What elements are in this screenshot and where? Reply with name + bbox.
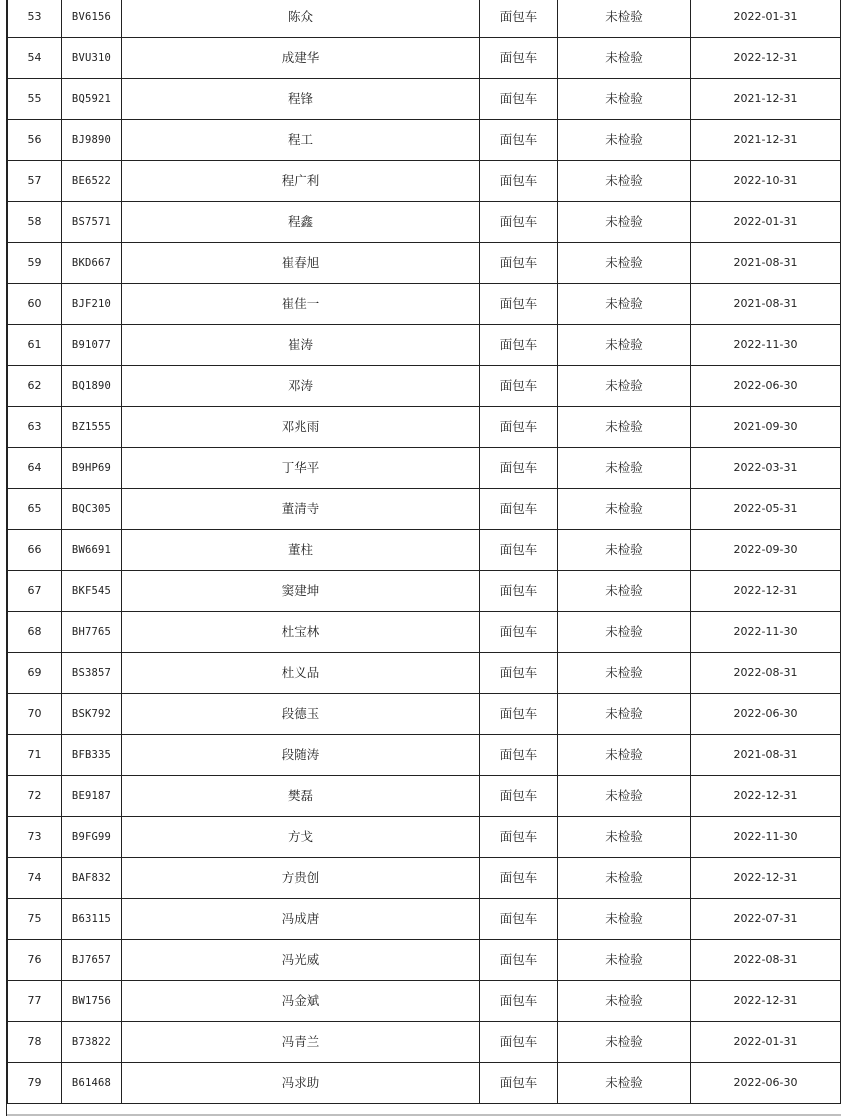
owner-name-cell: 崔春旭 [122,243,480,284]
plate-number-cell: BVU310 [62,38,122,79]
owner-name-cell: 段随涛 [122,735,480,776]
row-number-cell: 72 [8,776,62,817]
plate-number-cell: B63115 [62,899,122,940]
vehicle-type-cell: 面包车 [480,571,558,612]
row-number-cell: 79 [8,1063,62,1104]
vehicle-inspection-table [7,0,841,1104]
table-row [8,612,841,653]
plate-number-cell: BKF545 [62,571,122,612]
vehicle-type-cell: 面包车 [480,161,558,202]
table-row [8,776,841,817]
owner-name-cell: 陈众 [122,0,480,38]
owner-name-cell: 崔佳一 [122,284,480,325]
expiry-date-cell: 2021-12-31 [691,79,841,120]
expiry-date-cell: 2022-09-30 [691,530,841,571]
plate-number-cell: BW1756 [62,981,122,1022]
row-number-cell: 57 [8,161,62,202]
row-number-cell: 59 [8,243,62,284]
vehicle-type-cell: 面包车 [480,243,558,284]
inspection-status-cell: 未检验 [558,1022,691,1063]
expiry-date-cell: 2022-06-30 [691,1063,841,1104]
plate-number-cell: BE6522 [62,161,122,202]
expiry-date-cell: 2022-12-31 [691,776,841,817]
vehicle-type-cell: 面包车 [480,407,558,448]
owner-name-cell: 董清寺 [122,489,480,530]
plate-number-cell: BFB335 [62,735,122,776]
table-row [8,735,841,776]
owner-name-cell: 成建华 [122,38,480,79]
table-row [8,120,841,161]
plate-number-cell: B91077 [62,325,122,366]
row-number-cell: 73 [8,817,62,858]
vehicle-type-cell: 面包车 [480,448,558,489]
expiry-date-cell: 2022-12-31 [691,571,841,612]
row-number-cell: 66 [8,530,62,571]
table-row [8,653,841,694]
expiry-date-cell: 2022-01-31 [691,1022,841,1063]
inspection-status-cell: 未检验 [558,120,691,161]
plate-number-cell: B73822 [62,1022,122,1063]
owner-name-cell: 冯求助 [122,1063,480,1104]
inspection-status-cell: 未检验 [558,0,691,38]
table-row [8,817,841,858]
inspection-status-cell: 未检验 [558,571,691,612]
document-sheet [6,0,841,1116]
expiry-date-cell: 2022-10-31 [691,161,841,202]
inspection-status-cell: 未检验 [558,284,691,325]
table-row [8,79,841,120]
expiry-date-cell: 2022-12-31 [691,858,841,899]
table-row [8,325,841,366]
table-row [8,202,841,243]
vehicle-type-cell: 面包车 [480,284,558,325]
expiry-date-cell: 2021-09-30 [691,407,841,448]
row-number-cell: 60 [8,284,62,325]
row-number-cell: 65 [8,489,62,530]
vehicle-type-cell: 面包车 [480,612,558,653]
inspection-status-cell: 未检验 [558,448,691,489]
expiry-date-cell: 2022-12-31 [691,38,841,79]
row-number-cell: 55 [8,79,62,120]
owner-name-cell: 窦建坤 [122,571,480,612]
inspection-status-cell: 未检验 [558,981,691,1022]
table-body [8,0,841,1104]
expiry-date-cell: 2022-11-30 [691,325,841,366]
owner-name-cell: 邓涛 [122,366,480,407]
row-number-cell: 67 [8,571,62,612]
vehicle-type-cell: 面包车 [480,858,558,899]
owner-name-cell: 杜义品 [122,653,480,694]
plate-number-cell: BQC305 [62,489,122,530]
inspection-status-cell: 未检验 [558,161,691,202]
expiry-date-cell: 2022-08-31 [691,653,841,694]
row-number-cell: 74 [8,858,62,899]
owner-name-cell: 程锋 [122,79,480,120]
table-row [8,243,841,284]
row-number-cell: 70 [8,694,62,735]
expiry-date-cell: 2022-11-30 [691,612,841,653]
expiry-date-cell: 2022-08-31 [691,940,841,981]
owner-name-cell: 冯光威 [122,940,480,981]
row-number-cell: 63 [8,407,62,448]
expiry-date-cell: 2022-01-31 [691,0,841,38]
inspection-status-cell: 未检验 [558,858,691,899]
expiry-date-cell: 2022-07-31 [691,899,841,940]
table-row [8,571,841,612]
plate-number-cell: B61468 [62,1063,122,1104]
plate-number-cell: BS7571 [62,202,122,243]
inspection-status-cell: 未检验 [558,653,691,694]
plate-number-cell: BW6691 [62,530,122,571]
table-row [8,981,841,1022]
plate-number-cell: BJ7657 [62,940,122,981]
vehicle-type-cell: 面包车 [480,38,558,79]
vehicle-type-cell: 面包车 [480,530,558,571]
table-row [8,694,841,735]
vehicle-type-cell: 面包车 [480,981,558,1022]
plate-number-cell: BSK792 [62,694,122,735]
row-number-cell: 76 [8,940,62,981]
owner-name-cell: 冯成唐 [122,899,480,940]
vehicle-type-cell: 面包车 [480,79,558,120]
plate-number-cell: BV6156 [62,0,122,38]
vehicle-type-cell: 面包车 [480,694,558,735]
table-row [8,899,841,940]
plate-number-cell: BS3857 [62,653,122,694]
table-row [8,38,841,79]
owner-name-cell: 崔涛 [122,325,480,366]
row-number-cell: 78 [8,1022,62,1063]
vehicle-type-cell: 面包车 [480,0,558,38]
expiry-date-cell: 2022-11-30 [691,817,841,858]
row-number-cell: 68 [8,612,62,653]
plate-number-cell: BE9187 [62,776,122,817]
inspection-status-cell: 未检验 [558,817,691,858]
owner-name-cell: 段德玉 [122,694,480,735]
inspection-status-cell: 未检验 [558,694,691,735]
owner-name-cell: 杜宝林 [122,612,480,653]
inspection-status-cell: 未检验 [558,202,691,243]
inspection-status-cell: 未检验 [558,612,691,653]
owner-name-cell: 董柱 [122,530,480,571]
row-number-cell: 71 [8,735,62,776]
table-row [8,366,841,407]
table-row [8,161,841,202]
owner-name-cell: 程广利 [122,161,480,202]
expiry-date-cell: 2021-08-31 [691,243,841,284]
expiry-date-cell: 2022-06-30 [691,694,841,735]
inspection-status-cell: 未检验 [558,899,691,940]
row-number-cell: 75 [8,899,62,940]
vehicle-type-cell: 面包车 [480,653,558,694]
inspection-status-cell: 未检验 [558,1063,691,1104]
vehicle-type-cell: 面包车 [480,1022,558,1063]
plate-number-cell: BQ1890 [62,366,122,407]
owner-name-cell: 程鑫 [122,202,480,243]
vehicle-type-cell: 面包车 [480,940,558,981]
row-number-cell: 53 [8,0,62,38]
inspection-status-cell: 未检验 [558,940,691,981]
table-row [8,1022,841,1063]
vehicle-type-cell: 面包车 [480,1063,558,1104]
inspection-status-cell: 未检验 [558,407,691,448]
owner-name-cell: 丁华平 [122,448,480,489]
table-row [8,284,841,325]
expiry-date-cell: 2021-08-31 [691,284,841,325]
vehicle-type-cell: 面包车 [480,366,558,407]
inspection-status-cell: 未检验 [558,243,691,284]
expiry-date-cell: 2021-12-31 [691,120,841,161]
vehicle-type-cell: 面包车 [480,489,558,530]
inspection-status-cell: 未检验 [558,79,691,120]
inspection-status-cell: 未检验 [558,325,691,366]
inspection-status-cell: 未检验 [558,776,691,817]
owner-name-cell: 冯青兰 [122,1022,480,1063]
table-row [8,530,841,571]
table-row [8,448,841,489]
vehicle-type-cell: 面包车 [480,776,558,817]
row-number-cell: 54 [8,38,62,79]
expiry-date-cell: 2022-12-31 [691,981,841,1022]
table-row [8,940,841,981]
owner-name-cell: 方戈 [122,817,480,858]
plate-number-cell: BJ9890 [62,120,122,161]
row-number-cell: 64 [8,448,62,489]
plate-number-cell: B9HP69 [62,448,122,489]
owner-name-cell: 冯金斌 [122,981,480,1022]
row-number-cell: 58 [8,202,62,243]
vehicle-type-cell: 面包车 [480,325,558,366]
row-number-cell: 62 [8,366,62,407]
inspection-status-cell: 未检验 [558,530,691,571]
inspection-status-cell: 未检验 [558,489,691,530]
expiry-date-cell: 2021-08-31 [691,735,841,776]
row-number-cell: 77 [8,981,62,1022]
owner-name-cell: 樊磊 [122,776,480,817]
expiry-date-cell: 2022-03-31 [691,448,841,489]
vehicle-type-cell: 面包车 [480,735,558,776]
plate-number-cell: BZ1555 [62,407,122,448]
inspection-status-cell: 未检验 [558,38,691,79]
inspection-status-cell: 未检验 [558,366,691,407]
vehicle-type-cell: 面包车 [480,817,558,858]
plate-number-cell: BKD667 [62,243,122,284]
row-number-cell: 61 [8,325,62,366]
owner-name-cell: 邓兆雨 [122,407,480,448]
row-number-cell: 56 [8,120,62,161]
table-row [8,489,841,530]
owner-name-cell: 程工 [122,120,480,161]
plate-number-cell: BQ5921 [62,79,122,120]
plate-number-cell: BH7765 [62,612,122,653]
expiry-date-cell: 2022-06-30 [691,366,841,407]
plate-number-cell: BAF832 [62,858,122,899]
inspection-status-cell: 未检验 [558,735,691,776]
expiry-date-cell: 2022-01-31 [691,202,841,243]
table-row [8,858,841,899]
table-row [8,1063,841,1104]
owner-name-cell: 方贵创 [122,858,480,899]
plate-number-cell: B9FG99 [62,817,122,858]
plate-number-cell: BJF210 [62,284,122,325]
table-row [8,0,841,38]
vehicle-type-cell: 面包车 [480,202,558,243]
vehicle-type-cell: 面包车 [480,899,558,940]
expiry-date-cell: 2022-05-31 [691,489,841,530]
table-row [8,407,841,448]
vehicle-type-cell: 面包车 [480,120,558,161]
row-number-cell: 69 [8,653,62,694]
